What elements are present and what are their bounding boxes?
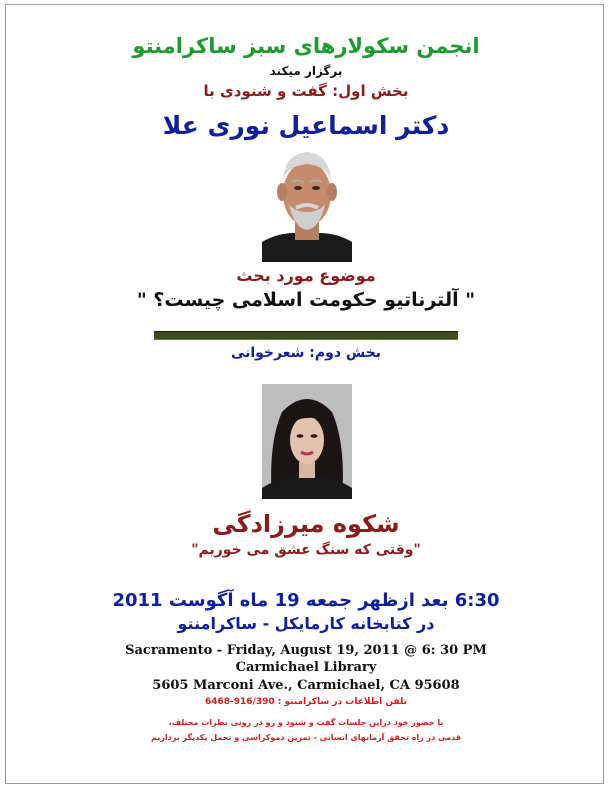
section-one-label: بخش اول: گفت و شنودی با — [203, 82, 409, 100]
library-address-english: 5605 Marconi Ave., Carmichael, CA 95608 — [152, 678, 460, 693]
contact-phone: 916/390-6468 — [204, 697, 275, 707]
event-date-english: Sacramento - Friday, August 19, 2011 @ 6: 30 PM — [125, 643, 487, 658]
poet-photo — [262, 384, 352, 499]
section-divider — [154, 331, 458, 340]
section-two-label: بخش دوم: شعرخوانی — [230, 345, 382, 361]
speaker-photo — [262, 142, 352, 262]
topic-title: " آلترناتیو حکومت اسلامی چیست؟ " — [136, 289, 476, 311]
event-date-persian: 6:30 بعد ازظهر جمعه 19 ماه آگوست 2011 — [112, 590, 500, 611]
organization-title: انجمن سکولارهای سبز ساکرامنتو — [132, 34, 480, 58]
contact-info — [0, 697, 612, 707]
footer-note-line-2: قدمی در راه تحقق آرمانهای انسانی - تمرین دموکراسی و تحمل یکدیگر برداریم — [151, 733, 461, 742]
poem-title: "وقتی که سنگ عشق می خوریم" — [191, 542, 421, 558]
poet-name: شکوه میرزادگی — [212, 510, 400, 538]
presents-text: برگزار میکند — [269, 64, 343, 78]
contact-label: تلفن اطلاعات در ساکرامنتو : — [277, 697, 408, 707]
speaker-name: دکتر اسماعیل نوری علا — [162, 111, 450, 140]
topic-heading: موضوع مورد بحث — [236, 266, 376, 285]
event-venue-persian: در کتابخانه کارمایکل - ساکرامنتو — [177, 614, 435, 633]
library-name-english: Carmichael Library — [235, 660, 377, 675]
footer-note-line-1: با حضور خود دراین جلسات گفت و شنود و رو در رونی نظرات مختلف، — [168, 718, 444, 727]
